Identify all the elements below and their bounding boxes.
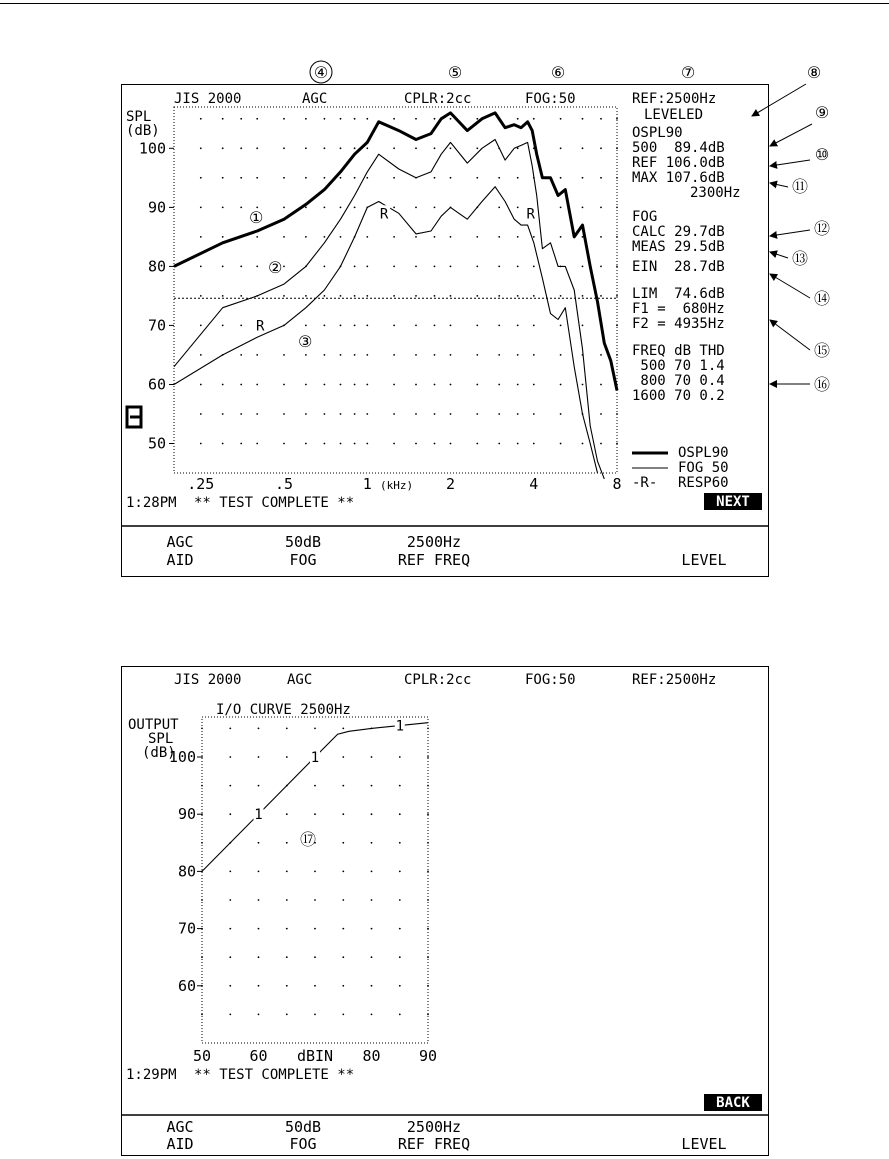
next-button-label[interactable]: NEXT: [716, 494, 750, 510]
header-coupler: CPLR:2cc: [404, 672, 472, 688]
grid-dot: [342, 1014, 344, 1016]
svg-text:⑥: ⑥: [550, 63, 566, 82]
callout-5-coupler: [448, 63, 462, 82]
svg-text:⑦: ⑦: [680, 63, 696, 82]
y-tick-label: 60: [147, 375, 166, 394]
y-tick-label: 90: [177, 805, 196, 824]
callout-15-lim: [770, 320, 830, 360]
x-tick-label: .5: [274, 475, 294, 493]
svg-text:⑪: ⑪: [791, 177, 809, 196]
grid-dot: [229, 956, 231, 958]
x-tick-label: 8: [612, 475, 622, 493]
grid-dot: [286, 728, 288, 730]
callout-14-ein: [770, 274, 830, 308]
callout-3-resp-curve: ③: [298, 332, 313, 351]
x-tick-label: dBIN: [296, 1047, 334, 1065]
status-message: ** TEST COMPLETE **: [194, 1067, 355, 1083]
grid-dot: [201, 1014, 203, 1016]
io-x-tick-labels: [193, 1047, 437, 1065]
x-tick-label: 2: [445, 475, 456, 493]
grid-dot: [342, 928, 344, 930]
grid-dot: [427, 985, 429, 987]
softkey-top-label[interactable]: AGC: [166, 533, 194, 551]
grid-dot: [258, 871, 260, 873]
grid-dot: [399, 928, 401, 930]
grid-dot: [342, 956, 344, 958]
back-button-label[interactable]: BACK: [716, 1095, 750, 1111]
legend-ospl90-label: OSPL90: [678, 445, 729, 461]
header-ref: REF:2500Hz: [632, 672, 717, 688]
grid-dot: [258, 899, 260, 901]
grid-dot: [371, 813, 373, 815]
callout-6-fog: [551, 63, 565, 82]
svg-text:⑤: ⑤: [447, 63, 463, 82]
grid-dot: [286, 956, 288, 958]
grid-dot: [371, 785, 373, 787]
fog-calc: CALC 29.7dB: [632, 224, 725, 240]
grid-dot: [427, 842, 429, 844]
grid-dot: [258, 928, 260, 930]
softkey-top-label[interactable]: 50dB: [284, 1118, 322, 1136]
grid-dot: [229, 1014, 231, 1016]
header-coupler: CPLR:2cc: [404, 91, 472, 107]
r-marker: R: [379, 206, 389, 223]
grid-dot: [371, 985, 373, 987]
grid-dot: [258, 785, 260, 787]
thd-row: 1600 70 0.2: [632, 388, 725, 404]
grid-dot: [314, 785, 316, 787]
grid-dot: [229, 728, 231, 730]
status-time: 1:29PM: [126, 1067, 177, 1083]
grid-dot: [286, 871, 288, 873]
io-point-marker: 1: [254, 807, 263, 824]
grid-dot: [342, 756, 344, 758]
callout-9-ospl90: [770, 103, 829, 146]
y-tick-label: 80: [147, 257, 166, 276]
grid-dot: [314, 899, 316, 901]
grid-dot: [314, 728, 316, 730]
grid-dot: [201, 728, 203, 730]
x-tick-label: .25: [187, 475, 215, 493]
y-axis-label-spl: SPL: [148, 731, 174, 747]
y-tick-label: 70: [147, 316, 166, 335]
io-plot-grid: [201, 728, 429, 1016]
grid-dot: [314, 928, 316, 930]
softkey-ref-freq[interactable]: [398, 1118, 470, 1153]
grid-dot: [427, 928, 429, 930]
y-tick-label: 100: [138, 139, 166, 158]
header-fog: FOG:50: [525, 91, 576, 107]
callout-7-ref: [681, 63, 695, 82]
grid-dot: [371, 928, 373, 930]
grid-dot: [314, 813, 316, 815]
io-chart-title: I/O CURVE 2500Hz: [216, 702, 351, 718]
grid-dot: [399, 956, 401, 958]
svg-text:⑨: ⑨: [814, 103, 830, 122]
grid-dot: [258, 956, 260, 958]
io-curve-screen: [121, 666, 769, 1156]
grid-dot: [399, 756, 401, 758]
grid-dot: [229, 928, 231, 930]
callout-17-io-curve: ⑰: [300, 830, 317, 849]
grid-dot: [399, 985, 401, 987]
leveled-label: LEVELED: [644, 107, 704, 123]
grid-dot: [399, 785, 401, 787]
header-mode: AGC: [302, 91, 328, 107]
softkey-bottom-label[interactable]: LEVEL: [681, 551, 727, 569]
softkey-top-label[interactable]: 50dB: [284, 533, 322, 551]
callout-16-thd: [770, 375, 830, 394]
softkey-agc-aid[interactable]: [166, 1118, 193, 1153]
callout-12-calc: [770, 219, 830, 238]
grid-dot: [286, 985, 288, 987]
x-tick-label: 50: [192, 1047, 212, 1065]
grid-dot: [314, 956, 316, 958]
f1-value: F1 = 680Hz: [632, 301, 725, 317]
callout-11-max: [770, 177, 808, 196]
lim-value: LIM 74.6dB: [632, 286, 725, 302]
ospl90-ref: REF 106.0dB: [632, 155, 725, 171]
grid-dot: [286, 813, 288, 815]
io-chart-svg: [122, 667, 768, 1155]
io-point-marker: 1: [310, 750, 320, 766]
grid-dot: [201, 785, 203, 787]
softkey-bottom-label[interactable]: FOG: [289, 551, 317, 569]
grid-dot: [427, 785, 429, 787]
io-curve-line: [202, 723, 428, 872]
grid-dot: [286, 899, 288, 901]
grid-dot: [342, 728, 344, 730]
grid-dot: [314, 985, 316, 987]
grid-dot: [427, 756, 429, 758]
softkey-level[interactable]: [681, 1135, 726, 1153]
softkey-bottom-label[interactable]: AID: [166, 1135, 194, 1153]
callout-4-mode: [310, 61, 332, 83]
grid-dot: [229, 813, 231, 815]
y-tick-label: 90: [147, 198, 166, 217]
softkey-top-label[interactable]: 2500Hz: [406, 533, 462, 551]
fog-title: FOG: [632, 209, 658, 225]
softkey-bottom-label[interactable]: REF FREQ: [397, 1135, 471, 1153]
ospl90-title: OSPL90: [632, 125, 683, 141]
ospl90-500: 500 89.4dB: [632, 140, 725, 156]
x-tick-label: 60: [249, 1047, 268, 1065]
callout-13-meas: [770, 249, 808, 268]
grid-dot: [427, 1014, 429, 1016]
svg-text:⑩: ⑩: [814, 145, 830, 164]
grid-dot: [258, 842, 260, 844]
grid-dot: [427, 728, 429, 730]
ein-value: EIN 28.7dB: [632, 259, 725, 275]
io-y-tick-labels: [169, 748, 202, 995]
y-axis-label-output: OUTPUT: [128, 717, 179, 733]
grid-dot: [342, 871, 344, 873]
y-axis-label-spl: SPL: [126, 109, 152, 125]
io-point-markers: [254, 718, 405, 824]
legend-resp-label: RESP60: [678, 475, 729, 491]
grid-dot: [229, 756, 231, 758]
svg-text:⑯: ⑯: [813, 375, 831, 394]
ospl90-max-freq: 2300Hz: [690, 185, 741, 201]
callout-1-ospl90-curve: ①: [249, 208, 264, 227]
callout-10-ref: [770, 145, 829, 166]
header-standard: JIS 2000: [174, 672, 242, 688]
grid-dot: [342, 813, 344, 815]
x-tick-label: 90: [418, 1047, 438, 1065]
io-series-group: [202, 723, 428, 872]
svg-text:④: ④: [313, 63, 329, 82]
grid-dot: [371, 842, 373, 844]
x-tick-label: 80: [362, 1047, 381, 1065]
svg-text:⑬: ⑬: [791, 249, 809, 268]
svg-text:⑧: ⑧: [806, 63, 822, 82]
ospl90-max: MAX 107.6dB: [632, 170, 725, 186]
grid-dot: [286, 756, 288, 758]
grid-dot: [314, 1014, 316, 1016]
grid-dot: [342, 985, 344, 987]
y-tick-label: 100: [168, 748, 196, 766]
grid-dot: [399, 813, 401, 815]
grid-dot: [201, 956, 203, 958]
header-ref: REF:2500Hz: [632, 91, 717, 107]
grid-dot: [286, 1014, 288, 1016]
thd-row: 800 70 0.4: [632, 373, 725, 389]
grid-dot: [371, 899, 373, 901]
softkey-top-label[interactable]: AGC: [166, 1118, 194, 1136]
softkey-top-label[interactable]: 2500Hz: [406, 1118, 462, 1136]
x-axis-unit-label: (kHz): [380, 479, 414, 492]
fog-meas: MEAS 29.5dB: [632, 239, 725, 255]
back-button[interactable]: [704, 1094, 762, 1111]
y-tick-label: 50: [147, 434, 166, 453]
grid-dot: [342, 842, 344, 844]
y-axis-label-db: (dB): [126, 123, 160, 139]
header-mode: AGC: [287, 672, 313, 688]
callout-8-leveled: [752, 63, 821, 116]
grid-dot: [258, 756, 260, 758]
grid-dot: [342, 785, 344, 787]
grid-dot: [258, 728, 260, 730]
svg-text:⑮: ⑮: [813, 341, 831, 360]
grid-dot: [371, 956, 373, 958]
f2-value: F2 = 4935Hz: [632, 316, 725, 332]
y-axis-label-db: (dB): [142, 745, 176, 761]
grid-dot: [229, 985, 231, 987]
legend-fog-label: FOG 50: [678, 460, 729, 476]
x-tick-label: 1: [362, 475, 372, 493]
svg-text:⑭: ⑭: [813, 289, 831, 308]
legend-resp-marker: -R-: [632, 475, 658, 491]
status-time: 1:28PM: [126, 495, 177, 511]
grid-dot: [229, 899, 231, 901]
grid-dot: [229, 871, 231, 873]
r-marker: R: [526, 206, 535, 223]
y-tick-label: 80: [177, 862, 196, 881]
y-tick-label: 60: [177, 976, 196, 995]
io-point-marker: 1: [395, 718, 405, 735]
header-fog: FOG:50: [525, 672, 576, 688]
grid-dot: [258, 985, 260, 987]
grid-dot: [399, 899, 401, 901]
r-marker: R: [255, 318, 265, 335]
grid-dot: [427, 871, 429, 873]
grid-dot: [371, 1014, 373, 1016]
softkey-bottom-label[interactable]: REF FREQ: [397, 551, 471, 569]
thd-row: 500 70 1.4: [632, 358, 725, 374]
softkey-bottom-label[interactable]: AID: [166, 551, 194, 569]
softkey-fog[interactable]: [285, 1118, 321, 1153]
grid-dot: [286, 928, 288, 930]
x-tick-label: 4: [529, 475, 539, 493]
grid-dot: [314, 871, 316, 873]
grid-dot: [399, 871, 401, 873]
softkey-bottom-label[interactable]: FOG: [289, 1135, 317, 1153]
grid-dot: [399, 842, 401, 844]
grid-dot: [371, 871, 373, 873]
softkey-bottom-label[interactable]: LEVEL: [681, 1135, 727, 1153]
grid-dot: [286, 842, 288, 844]
grid-dot: [229, 785, 231, 787]
grid-dot: [427, 899, 429, 901]
callout-2-fog-curve: ②: [268, 258, 283, 277]
svg-text:⑫: ⑫: [813, 219, 831, 238]
grid-dot: [371, 756, 373, 758]
grid-dot: [201, 899, 203, 901]
grid-dot: [427, 813, 429, 815]
thd-header: FREQ dB THD: [632, 343, 725, 359]
grid-dot: [201, 842, 203, 844]
grid-dot: [342, 899, 344, 901]
grid-dot: [399, 1014, 401, 1016]
grid-dot: [427, 956, 429, 958]
y-tick-label: 70: [177, 919, 196, 938]
header-standard: JIS 2000: [174, 91, 242, 107]
status-message: ** TEST COMPLETE **: [194, 495, 355, 511]
grid-dot: [258, 1014, 260, 1016]
